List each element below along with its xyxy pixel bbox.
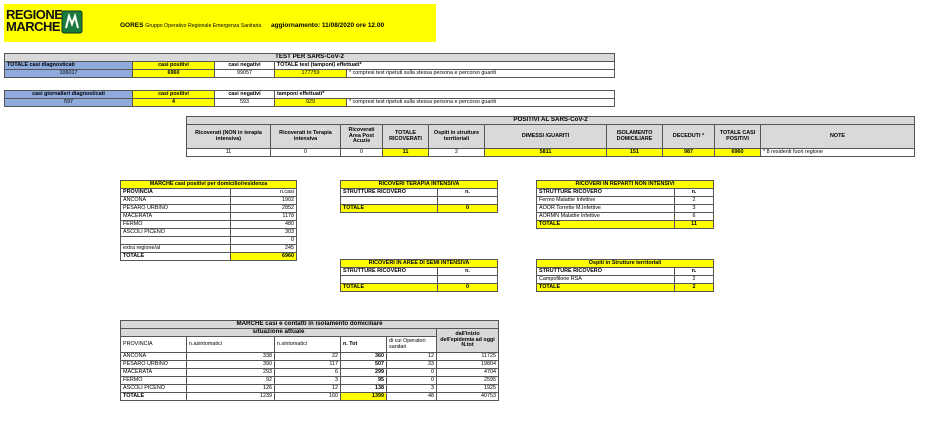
isolamento-h-inizio: dall'inizio dell'epidemia ad oggi N.tot xyxy=(437,329,499,353)
domicilio-prov xyxy=(121,237,231,245)
semi-title: RICOVERI IN AREE DI SEMI INTENSIVA xyxy=(341,260,498,268)
ti-total-label: TOTALE xyxy=(341,205,438,213)
positivi-h-isolamento: ISOLAMENTO DOMICILIARE xyxy=(607,125,663,149)
isolamento-tot: 299 xyxy=(341,369,387,377)
domicilio-prov: MACERATA xyxy=(121,213,231,221)
ti-total: 0 xyxy=(438,205,498,213)
table-row xyxy=(121,213,297,221)
isolamento-subtitle: situazione attuale xyxy=(121,329,437,337)
table-row xyxy=(121,361,499,369)
domicilio-val: 245 xyxy=(231,245,297,253)
table-row xyxy=(121,369,499,377)
isolamento-sint: 22 xyxy=(275,353,341,361)
semi-h-strutture: STRUTTURE RICOVERO xyxy=(341,268,438,276)
table-row xyxy=(121,245,297,253)
table-row xyxy=(537,213,714,221)
test-v-total-diagnosed: 106017 xyxy=(5,70,133,78)
test-h-negative: casi negativi xyxy=(215,62,275,70)
semi-table xyxy=(340,259,498,292)
positivi-title: POSITIVI AL SARS-CoV-2 xyxy=(187,117,915,125)
semi-total: 0 xyxy=(438,284,498,292)
domicilio-title: MARCHE casi positivi per domicilio/residenza xyxy=(121,181,297,189)
domicilio-h-prov: PROVINCIA xyxy=(121,189,231,197)
nonint-h-n: n. xyxy=(675,189,714,197)
table-row xyxy=(537,276,714,284)
gores-title: GORES xyxy=(120,22,144,29)
isolamento-oper: 3 xyxy=(387,385,437,393)
domicilio-prov: PESARO URBINO xyxy=(121,205,231,213)
isolamento-tot: 138 xyxy=(341,385,387,393)
nonint-struttura: AORMN Malattie Infettive xyxy=(537,213,675,221)
table-row xyxy=(537,205,714,213)
isolamento-oper: 0 xyxy=(387,377,437,385)
positivi-h-non-ti: Ricoverati (NON in terapia intensiva) xyxy=(187,125,271,149)
table-row xyxy=(121,229,297,237)
positivi-v-tot-ricoverati: 11 xyxy=(383,149,429,157)
isolamento-h-asint: n.asintomatici xyxy=(187,337,275,353)
positivi-v-ospiti: 2 xyxy=(429,149,485,157)
test-title: TEST PER SARS-CoV-2 xyxy=(5,54,615,62)
test-table xyxy=(4,53,615,78)
isolamento-prov: ANCONA xyxy=(121,353,187,361)
isolamento-inizio: 40753 xyxy=(437,393,499,401)
isolamento-tot: 95 xyxy=(341,377,387,385)
terr-val: 2 xyxy=(675,276,714,284)
gores-label xyxy=(120,22,261,29)
daily-v-swabs: 929 xyxy=(275,99,347,107)
isolamento-prov: PESARO URBINO xyxy=(121,361,187,369)
test-v-positive: 6960 xyxy=(133,70,215,78)
test-h-positive: casi positivi xyxy=(133,62,215,70)
terr-total: 2 xyxy=(675,284,714,292)
positivi-v-dimessi: 5811 xyxy=(485,149,607,157)
nonint-val: 3 xyxy=(675,205,714,213)
positivi-h-totale: TOTALE CASI POSITIVI xyxy=(715,125,761,149)
test-v-swabs: 177759 xyxy=(275,70,347,78)
positivi-v-post-acuzie: 0 xyxy=(341,149,383,157)
logo-line2: MARCHE xyxy=(6,19,61,34)
isolamento-tot: 1399 xyxy=(341,393,387,401)
isolamento-oper: 12 xyxy=(387,353,437,361)
nonint-title: RICOVERI IN REPARTI NON INTENSIVI xyxy=(537,181,714,189)
isolamento-asint: 92 xyxy=(187,377,275,385)
domicilio-val: 1178 xyxy=(231,213,297,221)
isolamento-inizio: 4704 xyxy=(437,369,499,377)
isolamento-inizio: 1925 xyxy=(437,385,499,393)
table-row xyxy=(121,221,297,229)
table-row xyxy=(121,377,499,385)
daily-h-diagnosed: casi giornalieri diagnosticati xyxy=(5,91,133,99)
nonint-total: 11 xyxy=(675,221,714,229)
positivi-h-note: NOTE xyxy=(761,125,915,149)
positivi-h-deceduti: DECEDUTI * xyxy=(663,125,715,149)
terr-h-n: n. xyxy=(675,268,714,276)
ti-title: RICOVERI TERAPIA INTENSIVA xyxy=(341,181,498,189)
positivi-v-deceduti: 987 xyxy=(663,149,715,157)
ti-table xyxy=(340,180,498,213)
daily-v-diagnosed: 597 xyxy=(5,99,133,107)
isolamento-prov: ASCOLI PICENO xyxy=(121,385,187,393)
test-v-negative: 99057 xyxy=(215,70,275,78)
test-h-total-diagnosed: TOTALE casi diagnosticati xyxy=(5,62,133,70)
table-row xyxy=(121,205,297,213)
positivi-v-ti: 0 xyxy=(271,149,341,157)
isolamento-prov: TOTALE xyxy=(121,393,187,401)
isolamento-prov: FERMO xyxy=(121,377,187,385)
isolamento-inizio: 19804 xyxy=(437,361,499,369)
isolamento-sint: 160 xyxy=(275,393,341,401)
positivi-v-note: * 8 residenti fuori regione xyxy=(761,149,915,157)
daily-h-swabs: tamponi effettuati* xyxy=(275,91,615,99)
daily-note: * compresi test ripetuti sulla stessa persona e percorso guariti xyxy=(347,99,615,107)
daily-v-negative: 593 xyxy=(215,99,275,107)
terr-struttura: Campofilone RSA xyxy=(537,276,675,284)
isolamento-sint: 12 xyxy=(275,385,341,393)
positivi-h-tot-ricoverati: TOTALE RICOVERATI xyxy=(383,125,429,149)
isolamento-asint: 338 xyxy=(187,353,275,361)
nonint-h-strutture: STRUTTURE RICOVERO xyxy=(537,189,675,197)
domicilio-val: 303 xyxy=(231,229,297,237)
isolamento-oper: 0 xyxy=(387,369,437,377)
domicilio-prov: extra regione/al xyxy=(121,245,231,253)
terr-total-label: TOTALE xyxy=(537,284,675,292)
nonint-total-label: TOTALE xyxy=(537,221,675,229)
domicilio-total-label: TOTALE xyxy=(121,253,231,261)
isolamento-prov: MACERATA xyxy=(121,369,187,377)
terr-table xyxy=(536,259,714,292)
daily-v-positive: 4 xyxy=(133,99,215,107)
terr-h-strutture: STRUTTURE RICOVERO xyxy=(537,268,675,276)
table-row xyxy=(121,393,499,401)
ti-h-n: n. xyxy=(438,189,498,197)
domicilio-total: 6960 xyxy=(231,253,297,261)
domicilio-val: 2852 xyxy=(231,205,297,213)
isolamento-oper: 48 xyxy=(387,393,437,401)
isolamento-oper: 33 xyxy=(387,361,437,369)
ti-h-strutture: STRUTTURE RICOVERO xyxy=(341,189,438,197)
isolamento-asint: 126 xyxy=(187,385,275,393)
positivi-table xyxy=(186,116,915,157)
isolamento-inizio: 11725 xyxy=(437,353,499,361)
semi-total-label: TOTALE xyxy=(341,284,438,292)
table-row xyxy=(537,197,714,205)
positivi-h-ospiti: Ospiti in strutture territoriali xyxy=(429,125,485,149)
domicilio-val: 1902 xyxy=(231,197,297,205)
isolamento-asint: 390 xyxy=(187,361,275,369)
isolamento-inizio: 2595 xyxy=(437,377,499,385)
semi-h-n: n. xyxy=(438,268,498,276)
isolamento-sint: 6 xyxy=(275,369,341,377)
table-row xyxy=(121,385,499,393)
positivi-v-isolamento: 151 xyxy=(607,149,663,157)
nonint-table xyxy=(536,180,714,229)
isolamento-sint: 3 xyxy=(275,377,341,385)
isolamento-h-sint: n.sintomatici xyxy=(275,337,341,353)
positivi-v-non-ti: 11 xyxy=(187,149,271,157)
gores-subtitle: Gruppo Operativo Regionale Emergenza Sanitaria xyxy=(145,23,262,29)
positivi-h-post-acuzie: Ricoverati Area Post Acuzie xyxy=(341,125,383,149)
isolamento-table xyxy=(120,320,499,401)
isolamento-title: MARCHE casi e contatti in isolamento domiciliare xyxy=(121,321,499,329)
nonint-val: 6 xyxy=(675,213,714,221)
domicilio-h-val: n.casi xyxy=(231,189,297,197)
domicilio-prov: ANCONA xyxy=(121,197,231,205)
test-note: * compresi test ripetuti sulla stessa persona e percorso guariti xyxy=(347,70,615,78)
isolamento-h-tot: n. Tot xyxy=(341,337,387,353)
regione-marche-logo xyxy=(6,9,62,33)
isolamento-sint: 117 xyxy=(275,361,341,369)
daily-h-negative: casi negativi xyxy=(215,91,275,99)
positivi-h-ti: Ricoverati in Terapia intensiva xyxy=(271,125,341,149)
region-emblem-icon xyxy=(61,10,83,34)
table-row xyxy=(121,197,297,205)
isolamento-asint: 1239 xyxy=(187,393,275,401)
daily-table xyxy=(4,90,615,107)
logo-line1: REGIONE xyxy=(6,7,63,22)
positivi-v-totale: 6960 xyxy=(715,149,761,157)
isolamento-asint: 293 xyxy=(187,369,275,377)
domicilio-table xyxy=(120,180,297,261)
domicilio-prov: FERMO xyxy=(121,221,231,229)
test-h-swabs: TOTALE test (tamponi) effettuati* xyxy=(275,62,615,70)
isolamento-tot: 507 xyxy=(341,361,387,369)
domicilio-prov: ASCOLI PICENO xyxy=(121,229,231,237)
nonint-struttura: AOOR Torrette M.Infettive xyxy=(537,205,675,213)
domicilio-val: 0 xyxy=(231,237,297,245)
nonint-val: 2 xyxy=(675,197,714,205)
positivi-h-dimessi: DIMESSI /GUARITI xyxy=(485,125,607,149)
isolamento-h-oper: di cui Operatori sanitari xyxy=(387,337,437,353)
domicilio-val: 480 xyxy=(231,221,297,229)
terr-title: Ospiti in Strutture territoriali xyxy=(537,260,714,268)
update-timestamp: aggiornamento: 11/08/2020 ore 12.00 xyxy=(271,22,385,29)
daily-h-positive: casi positivi xyxy=(133,91,215,99)
nonint-struttura: Fermo Malattie Infettive xyxy=(537,197,675,205)
table-row xyxy=(121,353,499,361)
isolamento-tot: 360 xyxy=(341,353,387,361)
table-row xyxy=(121,237,297,245)
isolamento-h-prov: PROVINCIA xyxy=(121,337,187,353)
